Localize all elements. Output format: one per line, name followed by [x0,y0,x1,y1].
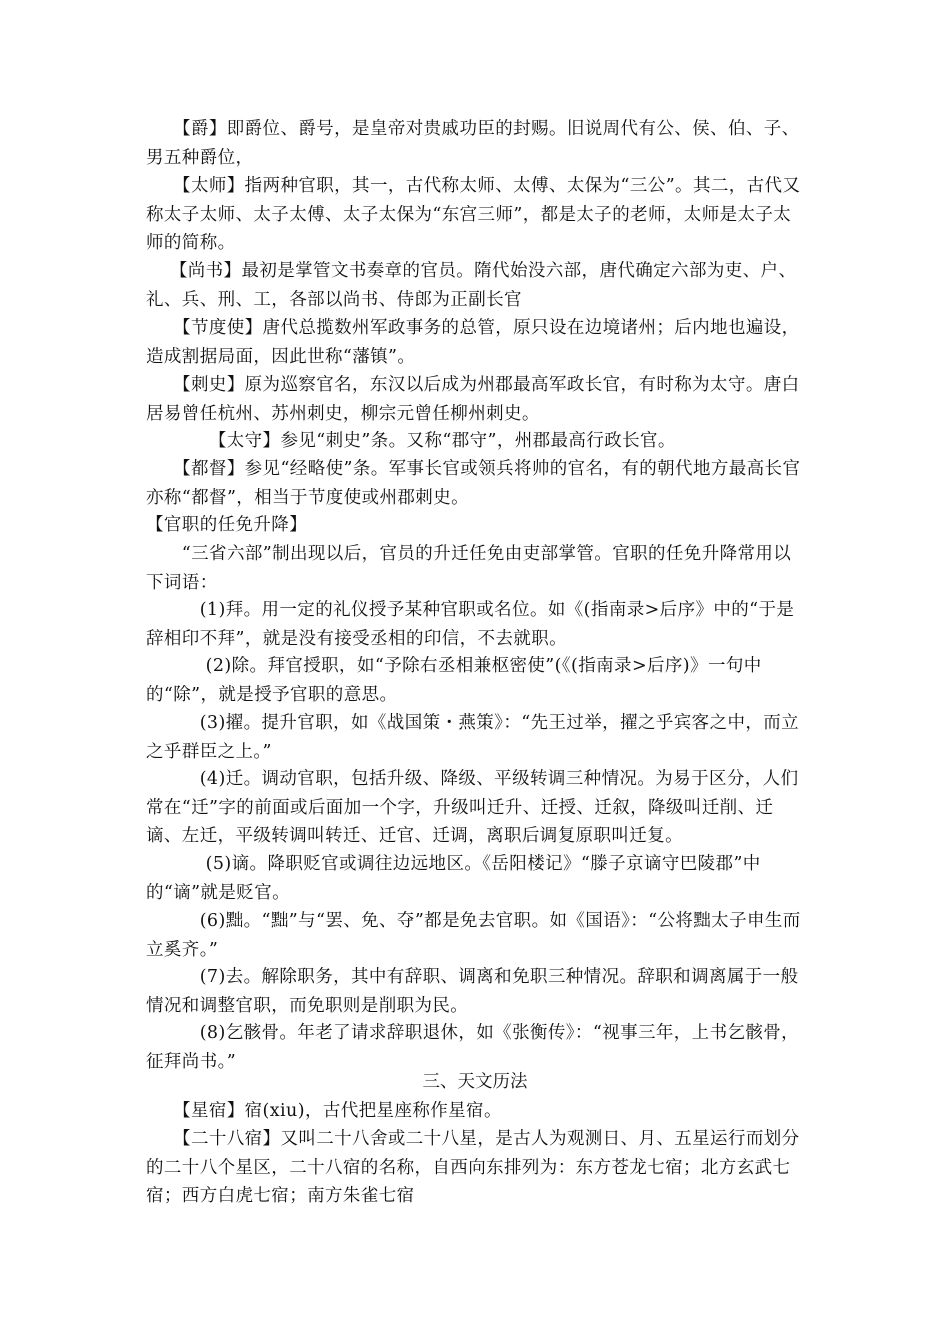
paragraph-chu-dismiss: (6)黜。“黜”与“罢、免、夺”都是免去官职。如《国语》：“公将黜太子申生而立奚齐。” [146,911,801,960]
paragraph-zhuo: (3)擢。提升官职，如《战国策・燕策》：“先王过举，擢之乎宾客之中，而立之乎群臣之上。” [146,713,800,762]
paragraph-xingxiu: 【星宿】宿(xiu)，古代把星座称作星宿。 [146,1101,502,1121]
paragraph-jiedushi: 【节度使】唐代总揽数州军政事务的总管，原只设在边境诸州；后内地也遍设，造成割据局面，因此世称“藩镇”。 [146,318,800,367]
paragraph-taishou: 【太守】参见“刺史”条。又称“郡守”，州郡最高行政长官。 [146,431,676,451]
paragraph-ershibaxiu: 【二十八宿】又叫二十八舍或二十八星，是古人为观测日、月、五星运行而划分的二十八个星区，二十八宿的名称，自西向东排列为：东方苍龙七宿；北方玄武七宿；西方白虎七宿；南方朱雀七宿 [146,1129,800,1206]
paragraph-cishi: 【刺史】原为巡察官名，东汉以后成为州郡最高军政长官，有时称为太守。唐白居易曾任杭州、苏州刺史，柳宗元曾任柳州刺史。 [146,375,800,424]
paragraph-zhe: (5)谪。降职贬官或调往边远地区。《岳阳楼记》“滕子京谪守巴陵郡”中的“谪”就是贬官。 [146,854,761,903]
paragraph-shangshu: 【尚书】最初是掌管文书奏章的官员。隋代始没六部，唐代确定六部为吏、户、礼、兵、刑、工，各部以尚书、侍郎为正副长官 [146,261,797,310]
paragraph-jue: 【爵】即爵位、爵号，是皇帝对贵戚功臣的封赐。旧说周代有公、侯、伯、子、男五种爵位， [146,119,800,168]
paragraph-qigaigu: (8)乞骸骨。年老了请求辞职退休，如《张衡传》：“视事三年，上书乞骸骨，征拜尚书。” [146,1023,800,1072]
paragraph-bai: (1)拜。用一定的礼仪授予某种官职或名位。如《(指南录>后序》中的“于是辞相印不拜”，就是没有接受丞相的印信，不去就职。 [146,600,795,649]
subheading-guanzhi: 【官职的任免升降】 [146,515,308,535]
paragraph-dudu: 【都督】参见“经略使”条。军事长官或领兵将帅的官名，有的朝代地方最高长官亦称“都督”，相当于节度使或州郡刺史。 [146,459,801,508]
paragraph-chu: (2)除。拜官授职，如“予除右丞相兼枢密使”(《(指南录>后序)》一句中的“除”，就是授予官职的意思。 [146,656,762,705]
paragraph-qian: (4)迁。调动官职，包括升级、降级、平级转调三种情况。为易于区分，人们常在“迁”字的前面或后面加一个字，升级叫迁升、迁授、迁叙，降级叫迁削、迁谪、左迁，平级转调叫转迁、迁官、迁调，离职后调复原职叫迁复。 [146,769,799,846]
paragraph-taishi: 【太师】指两种官职，其一，古代称太师、太傅、太保为“三公”。其二，古代又称太子太师、太子太傅、太子太保为“东宫三师”，都是太子的老师，太师是太子太师的简称。 [146,176,801,253]
section-heading: 三、天文历法 [422,1072,528,1092]
paragraph-sansheng: “三省六部”制出现以后，官员的升迁任免由吏部掌管。官职的任免升降常用以下词语： [146,544,792,593]
paragraph-qu: (7)去。解除职务，其中有辞职、调离和免职三种情况。辞职和调离属于一般情况和调整官职，而免职则是削职为民。 [146,967,799,1016]
